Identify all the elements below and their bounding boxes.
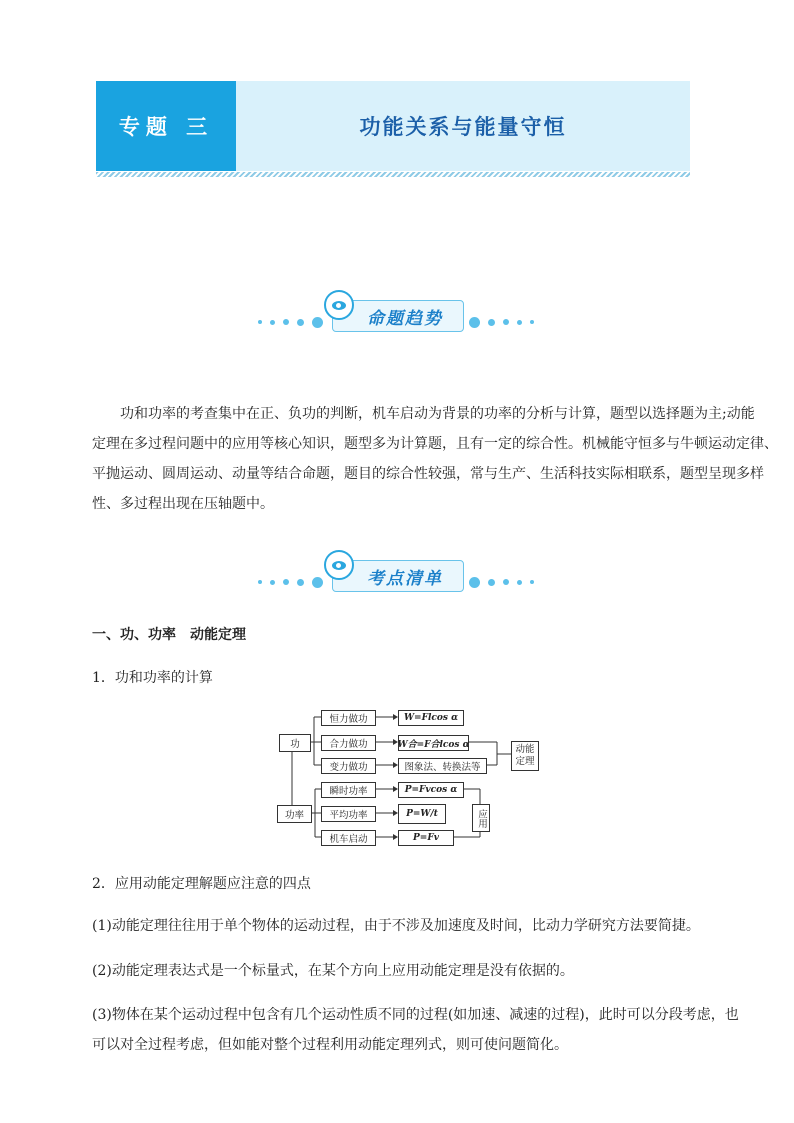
badge-dots-right (469, 317, 534, 327)
eye-icon (324, 290, 354, 320)
intro-line: 性、多过程出现在压轴题中。 (92, 496, 274, 512)
section-heading: 一、功、功率 动能定理 (92, 627, 246, 643)
badge-dots-left (258, 577, 323, 587)
formula-constant-work: W=Flcos α (398, 710, 464, 726)
node-variable-force-work: 变力做功 (321, 758, 376, 774)
topic-label: 专题 三 (118, 115, 214, 139)
topic-banner (96, 81, 690, 171)
work-power-diagram (277, 704, 541, 850)
section-badge-trend (258, 292, 534, 332)
point-3-line: 可以对全过程考虑，但如能对整个过程利用动能定理列式，则可使问题简化。 (92, 1037, 568, 1053)
point-3 (92, 1000, 739, 1060)
node-constant-force-work: 恒力做功 (321, 710, 376, 726)
point-3-line: (3)物体在某个运动过程中包含有几个运动性质不同的过程(如加速、减速的过程)，此时可以分段考虑，也 (92, 1007, 739, 1023)
eye-icon (324, 550, 354, 580)
topic-title-block (236, 81, 690, 171)
badge-label: 命题趋势 (367, 308, 443, 329)
point-2: (2)动能定理表达式是一个标量式，在某个方向上应用动能定理是没有依据的。 (92, 963, 574, 979)
node-graph-method: 图象法、转换法等 (398, 758, 487, 774)
badge-dots-right (469, 577, 534, 587)
badge-dots-left (258, 317, 323, 327)
formula-average-power: P=W/t (398, 804, 446, 824)
node-engine-start: 机车启动 (321, 830, 376, 846)
topic-label-block (96, 81, 236, 171)
formula-resultant-work: W合=F合lcos α (398, 735, 469, 751)
formula-instant-power: P=Fvcos α (398, 782, 464, 798)
node-resultant-force-work: 合力做功 (321, 735, 376, 751)
node-average-power: 平均功率 (321, 806, 376, 822)
badge-label: 考点清单 (367, 568, 443, 589)
subheading-work-power: 1．功和功率的计算 (92, 670, 213, 686)
intro-paragraph (92, 399, 778, 519)
topic-title: 功能关系与能量守恒 (359, 115, 567, 139)
node-instant-power: 瞬时功率 (321, 782, 376, 798)
subheading-four-points: 2．应用动能定理解题应注意的四点 (92, 876, 311, 892)
intro-line: 平抛运动、圆周运动、动量等结合命题，题目的综合性较强，常与生产、生活科技实际相联系，题型呈现多样 (92, 466, 764, 482)
node-kinetic-theorem: 动能定理 (511, 741, 539, 771)
banner-stripe-divider (96, 172, 690, 177)
point-1: (1)动能定理往往用于单个物体的运动过程，由于不涉及加速度及时间，比动力学研究方法要简捷。 (92, 918, 700, 934)
formula-engine-power: P=Fv (398, 830, 454, 846)
node-work: 功 (279, 734, 311, 752)
intro-line: 功和功率的考查集中在正、负功的判断，机车启动为背景的功率的分析与计算，题型以选择题为主;动能 (120, 406, 755, 422)
section-badge-checklist (258, 552, 534, 592)
node-apply: 应用 (472, 804, 490, 832)
intro-line: 定理在多过程问题中的应用等核心知识，题型多为计算题，且有一定的综合性。机械能守恒多与牛顿运动定律、 (92, 436, 778, 452)
node-power: 功率 (277, 805, 312, 823)
